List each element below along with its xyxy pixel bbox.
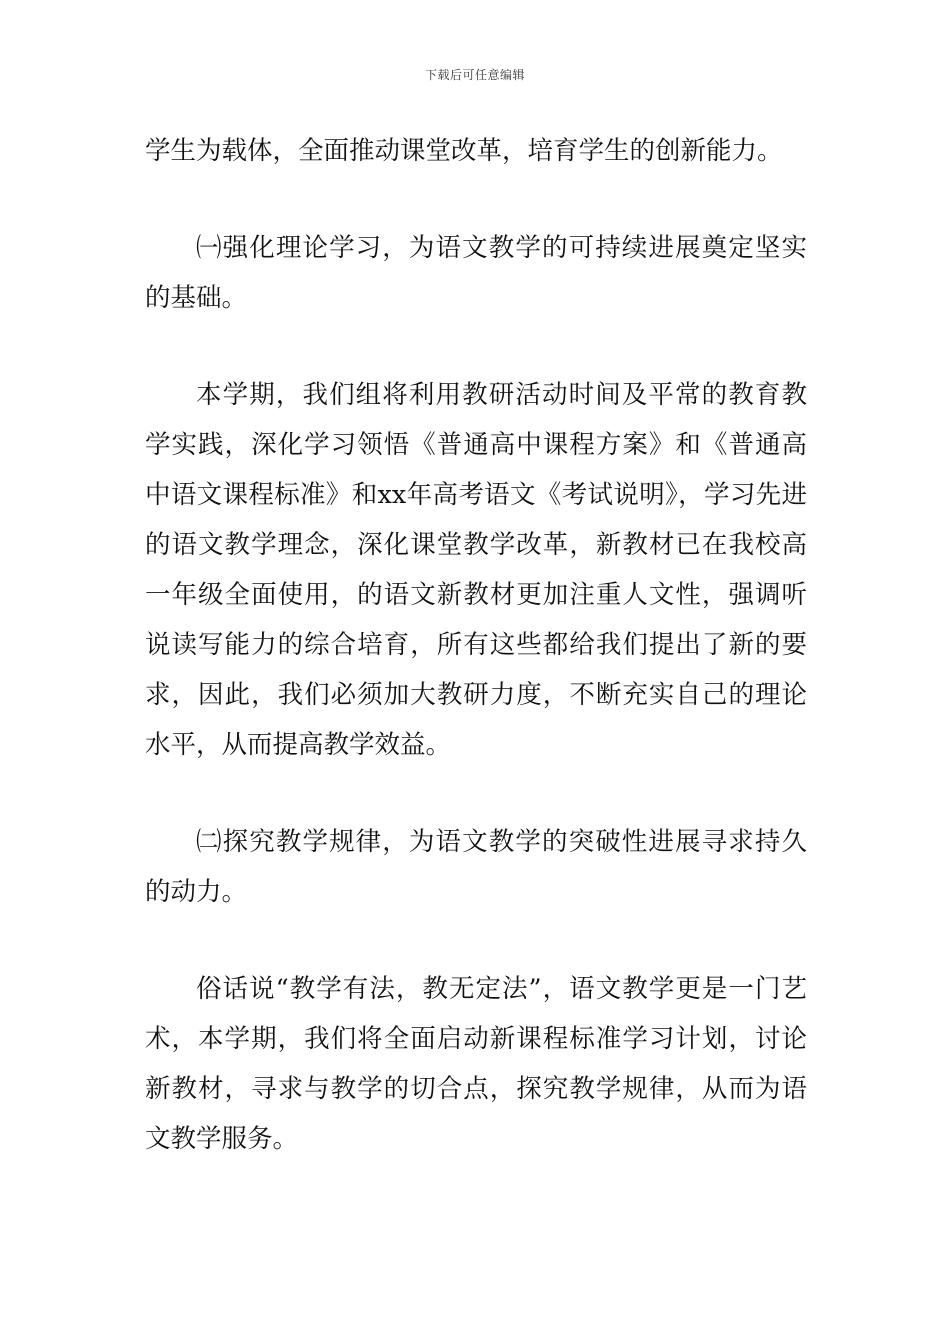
paragraph-gap [145, 323, 807, 370]
paragraph-gap [145, 176, 807, 223]
paragraph-continuation: 学生为载体，全面推动课堂改革，培育学生的创新能力。 [145, 136, 783, 166]
header-note: 下载后可任意编辑 [424, 68, 525, 82]
section-heading-1: ㈠强化理论学习，为语文教学的可持续进展奠定坚实的基础。 [145, 233, 807, 313]
paragraph-gap [145, 770, 807, 817]
section-heading-2: ㈡探究教学规律，为语文教学的突破性进展寻求持久的动力。 [145, 827, 807, 907]
document-body [145, 126, 807, 1164]
paragraph-theory: 本学期，我们组将利用教研活动时间及平常的教育教学实践，深化学习领悟《普通高中课程方案》和《普通高中语文课程标准》和xx年高考语文《考试说明》，学习先进的语文教学理念，深化课堂教学改革，新教材已在我校高一年级全面使用，的语文新教材更加注重人文性，强调听说读写能力的综合培育，所有这些都给我们提出了新的要求，因此，我们必须加大教研力度，不断充实自己的理论水平，从而提高教学效益。 [145, 380, 807, 760]
paragraph-method: 俗话说“教学有法，教无定法”，语文教学更是一门艺术，本学期，我们将全面启动新课程标准学习计划，讨论新教材，寻求与教学的切合点，探究教学规律，从而为语文教学服务。 [145, 974, 807, 1154]
paragraph-gap [145, 917, 807, 964]
